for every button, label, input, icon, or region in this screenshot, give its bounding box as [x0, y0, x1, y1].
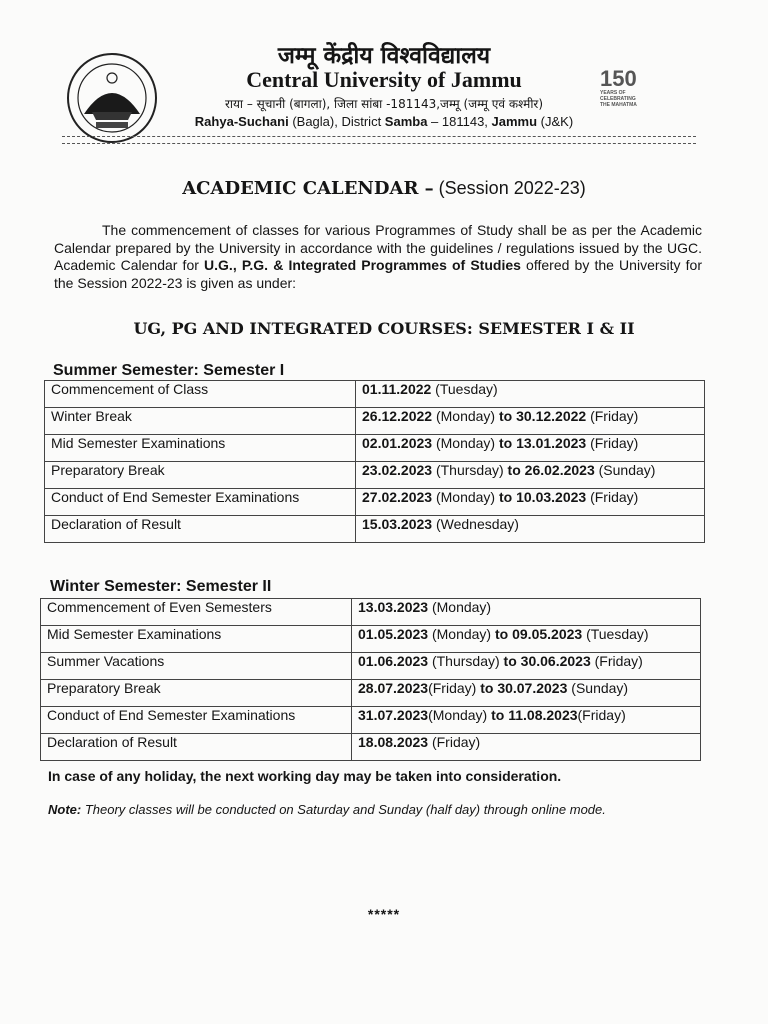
hindi-address: राया – सूचानी (बागला), जिला सांबा -181143,जम्मू (जम्मू एवं कश्मीर): [224, 97, 544, 111]
date-cell: 02.01.2023 (Monday) to 13.01.2023 (Friday): [356, 435, 705, 462]
hindi-university-title: जम्मू केंद्रीय विश्वविद्यालय: [277, 42, 491, 69]
event-cell: Mid Semester Examinations: [41, 626, 352, 653]
date-cell: 31.07.2023(Monday) to 11.08.2023(Friday): [352, 707, 701, 734]
event-cell: Preparatory Break: [41, 680, 352, 707]
event-cell: Winter Break: [45, 408, 356, 435]
holiday-footnote: In case of any holiday, the next working day may be taken into consideration.: [48, 768, 562, 784]
table-row: [41, 707, 701, 734]
semester2-table: [40, 598, 701, 761]
table-row: [41, 599, 701, 626]
anniv-text-2: CELEBRATING: [600, 96, 636, 102]
note: Note: Theory classes will be conducted on Saturday and Sunday (half day) through online mode.: [48, 802, 606, 817]
table-row: [45, 435, 705, 462]
event-cell: Commencement of Even Semesters: [41, 599, 352, 626]
date-cell: 28.07.2023(Friday) to 30.07.2023 (Sunday): [352, 680, 701, 707]
table-row: [45, 516, 705, 543]
date-cell: 23.02.2023 (Thursday) to 26.02.2023 (Sunday): [356, 462, 705, 489]
date-cell: 01.06.2023 (Thursday) to 30.06.2023 (Friday): [352, 653, 701, 680]
table-row: [41, 680, 701, 707]
event-cell: Conduct of End Semester Examinations: [45, 489, 356, 516]
event-cell: Mid Semester Examinations: [45, 435, 356, 462]
date-cell: 15.03.2023 (Wednesday): [356, 516, 705, 543]
date-cell: 26.12.2022 (Monday) to 30.12.2022 (Friday): [356, 408, 705, 435]
event-cell: Declaration of Result: [41, 734, 352, 761]
table-row: [45, 462, 705, 489]
english-address: Rahya-Suchani (Bagla), District Samba – 181143, Jammu (J&K): [194, 114, 574, 129]
section-title: UG, PG AND INTEGRATED COURSES: SEMESTER I & II: [133, 319, 635, 338]
calendar-title: ACADEMIC CALENDAR – (Session 2022-23): [182, 178, 586, 199]
intro-paragraph: The commencement of classes for various Programmes of Study shall be as per the Academic Calendar prepared by the University in accordance with the guidelines / regulations issued by the UGC. Academic Calendar for U.G., P.G. & Integrated Programmes of Studies offered by the University for the Session 2022-23 is given as under:: [54, 222, 702, 291]
event-cell: Summer Vacations: [41, 653, 352, 680]
english-university-title: Central University of Jammu: [246, 67, 522, 92]
semester2-title: Winter Semester: Semester II: [50, 578, 272, 595]
table-row: [45, 381, 705, 408]
event-cell: Preparatory Break: [45, 462, 356, 489]
date-cell: 18.08.2023 (Friday): [352, 734, 701, 761]
anniv-number: 150: [600, 66, 637, 91]
table-row: [45, 408, 705, 435]
date-cell: 01.05.2023 (Monday) to 09.05.2023 (Tuesday): [352, 626, 701, 653]
date-cell: 27.02.2023 (Monday) to 10.03.2023 (Friday): [356, 489, 705, 516]
table-row: [41, 626, 701, 653]
table-row: [41, 653, 701, 680]
table-row: [41, 734, 701, 761]
anniv-text-3: THE MAHATMA: [600, 102, 637, 108]
event-cell: Commencement of Class: [45, 381, 356, 408]
header-divider: [62, 136, 696, 144]
event-cell: Conduct of End Semester Examinations: [41, 707, 352, 734]
semester1-table: [44, 380, 705, 543]
semester1-title: Summer Semester: Semester I: [53, 362, 285, 379]
end-mark: *****: [367, 906, 401, 922]
event-cell: Declaration of Result: [45, 516, 356, 543]
date-cell: 01.11.2022 (Tuesday): [356, 381, 705, 408]
anniv-text-1: YEARS OF: [600, 90, 626, 96]
date-cell: 13.03.2023 (Monday): [352, 599, 701, 626]
table-row: [45, 489, 705, 516]
